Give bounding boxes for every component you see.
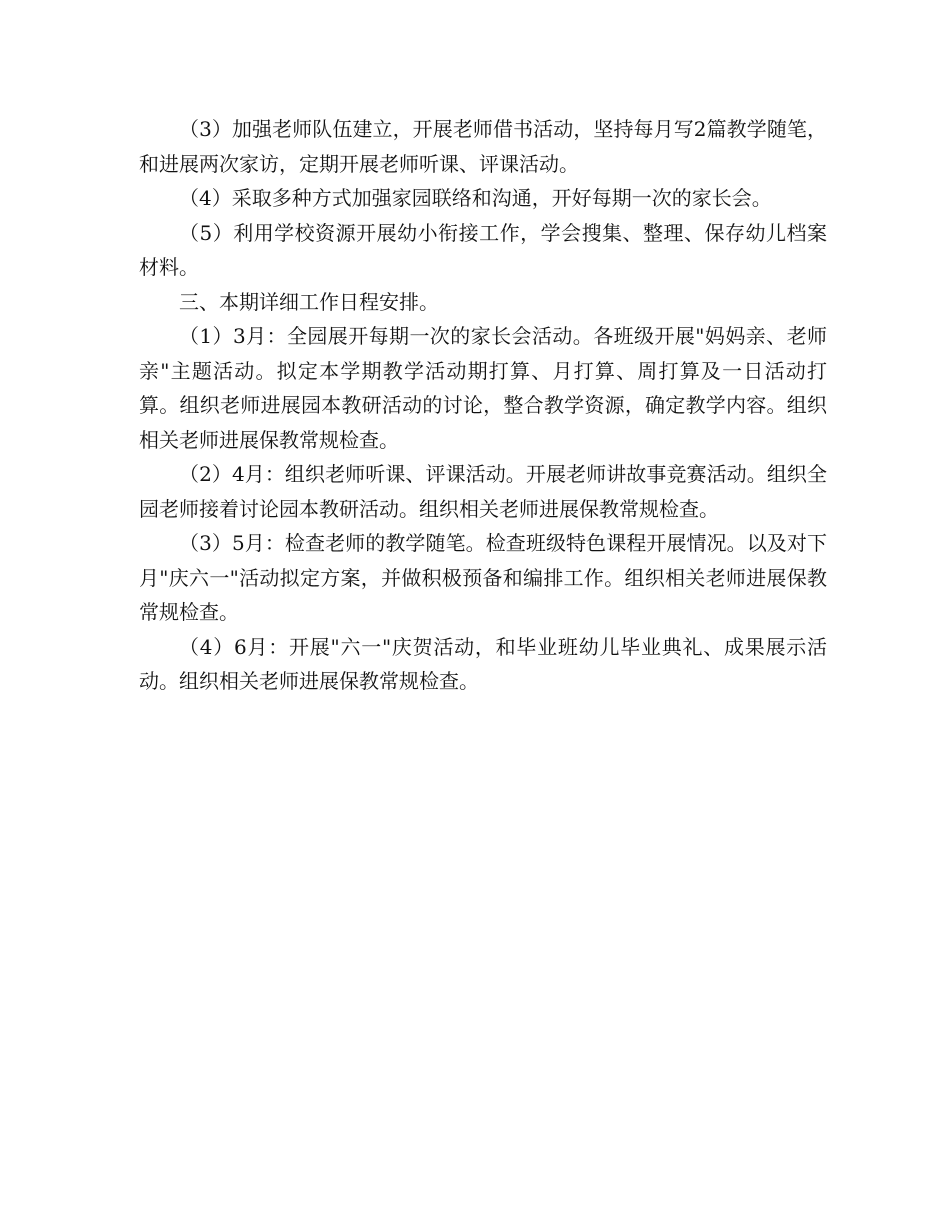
- paragraph-item-4: （4）采取多种方式加强家园联络和沟通，开好每期一次的家长会。: [179, 186, 772, 210]
- schedule-item-april: （2）4月：组织老师听课、评课活动。开展老师讲故事竞赛活动。组织全园老师接着讨论园本教研活动。组织相关老师进展保教常规检查。: [139, 462, 827, 521]
- paragraph-item-5: （5）利用学校资源开展幼小衔接工作，学会搜集、整理、保存幼儿档案材料。: [139, 220, 827, 279]
- schedule-item-may: （3）5月：检查老师的教学随笔。检查班级特色课程开展情况。以及对下月"庆六一"活动拟定方案，并做积极预备和编排工作。组织相关老师进展保教常规检查。: [139, 531, 827, 624]
- paragraph-item-3: （3）加强老师队伍建立，开展老师借书活动，坚持每月写2篇教学随笔，和进展两次家访，定期开展老师听课、评课活动。: [139, 117, 827, 176]
- document-body: [139, 112, 827, 699]
- section-heading-schedule: 三、本期详细工作日程安排。: [179, 289, 439, 314]
- schedule-item-march: （1）3月：全园展开每期一次的家长会活动。各班级开展"妈妈亲、老师亲"主题活动。拟定本学期教学活动期打算、月打算、周打算及一日活动打算。组织老师进展园本教研活动的讨论，整合教学资源，确定教学内容。组织相关老师进展保教常规检查。: [139, 324, 827, 452]
- schedule-item-june: （4）6月：开展"六一"庆贺活动，和毕业班幼儿毕业典礼、成果展示活动。组织相关老师进展保教常规检查。: [139, 634, 827, 693]
